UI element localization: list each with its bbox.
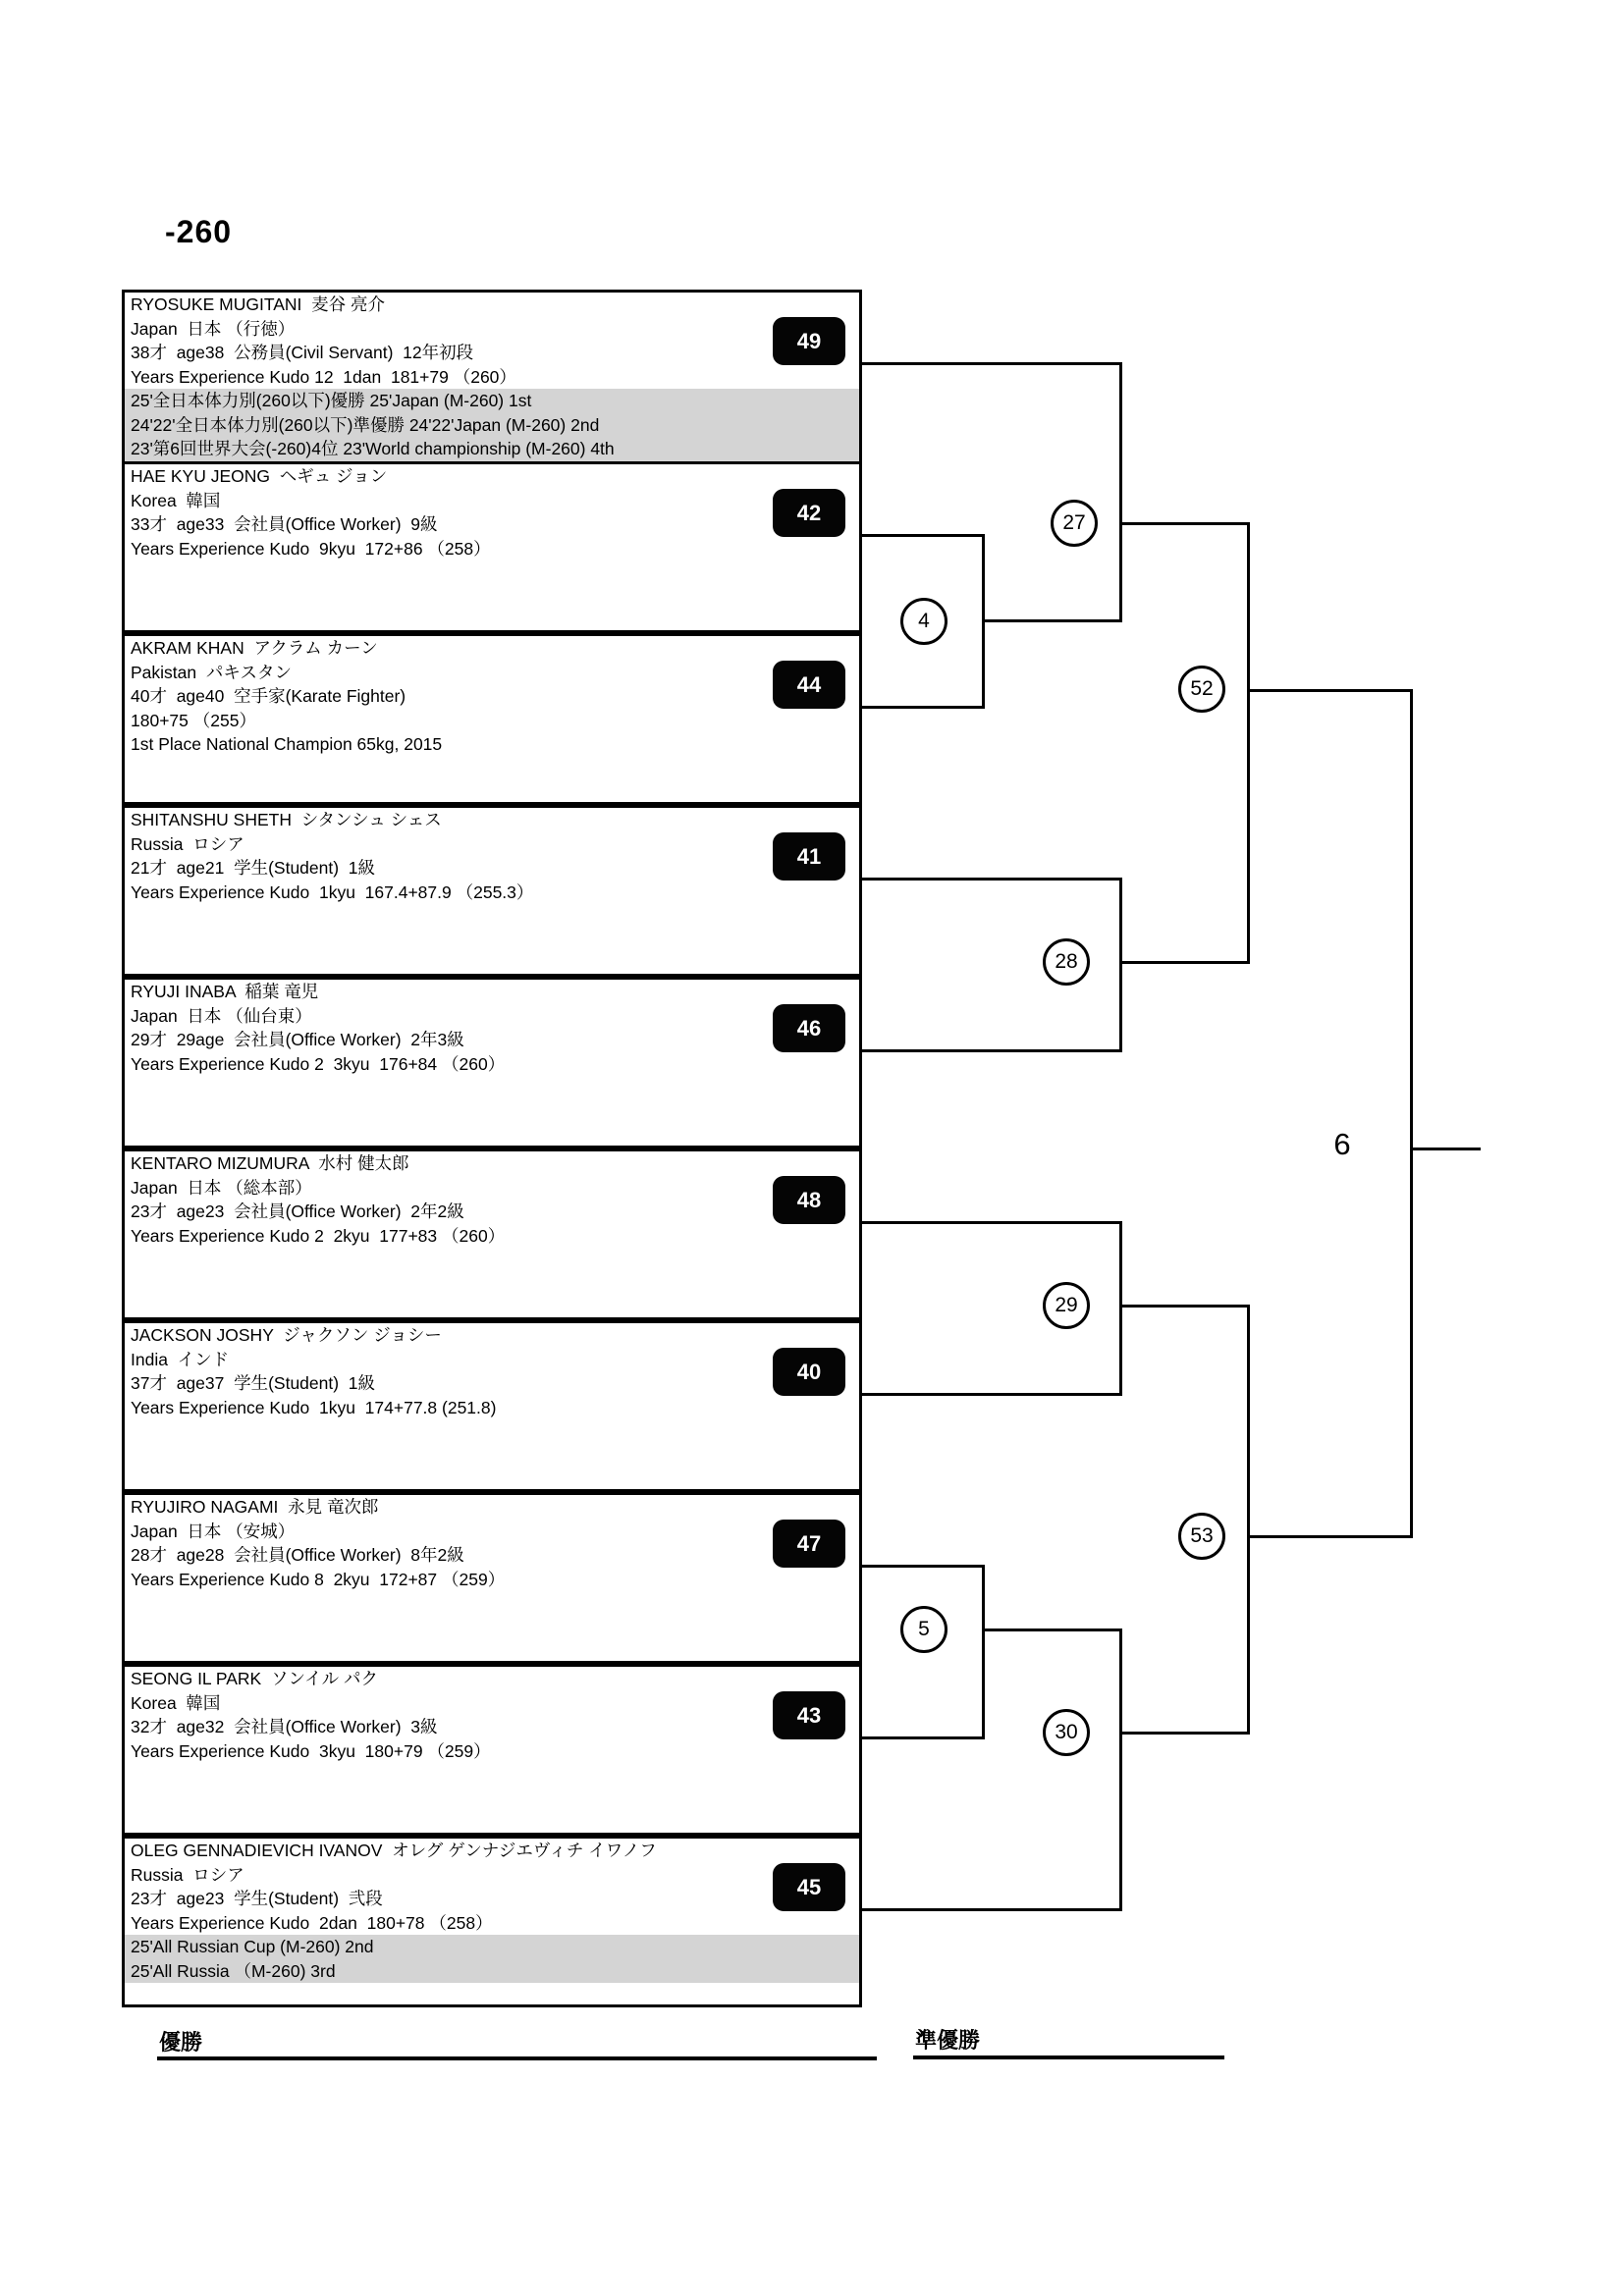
competitor-experience: Years Experience Kudo 2 3kyu 176+84 （260） [131, 1053, 506, 1074]
bracket-line-match28-out [1119, 961, 1247, 964]
competitor-profile: 21才 age21 学生(Student) 1級 [131, 858, 376, 878]
match-number-badge: 40 [773, 1348, 845, 1396]
competitor-achievement: 25'All Russian Cup (M-260) 2nd [125, 1935, 859, 1959]
match-number-badge: 48 [773, 1176, 845, 1224]
bracket-line-entry-6 [862, 1221, 1119, 1224]
bracket-line-match29-out [1119, 1305, 1247, 1308]
competitor-profile: 33才 age33 会社員(Office Worker) 9級 [131, 514, 438, 534]
match-circle-52: 52 [1178, 666, 1225, 713]
competitor-country: Pakistan パキスタン [131, 662, 292, 682]
competitor-box-sheth [122, 805, 862, 977]
champion-line [157, 2056, 877, 2060]
bracket-line-match30-vertical [1119, 1629, 1122, 1911]
match-circle-53: 53 [1178, 1513, 1225, 1560]
bracket-line-entry-8 [862, 1565, 982, 1568]
competitor-country: Korea 韓国 [131, 490, 221, 510]
match-circle-27: 27 [1051, 500, 1098, 547]
bracket-line-final-vertical [1410, 689, 1413, 1538]
competitor-achievement: 25'全日本体力別(260以下)優勝 25'Japan (M-260) 1st [125, 389, 859, 413]
competitor-country: Japan 日本 （総本部） [131, 1177, 312, 1198]
competitor-box-nagami [122, 1492, 862, 1664]
bracket-line-entry-3 [862, 706, 982, 709]
bracket-line-entry-4 [862, 878, 1119, 881]
competitor-box-park [122, 1664, 862, 1836]
match-number-badge: 44 [773, 661, 845, 709]
competitor-experience: Years Experience Kudo 1kyu 174+77.8 (251.8) [131, 1397, 497, 1417]
bracket-line-entry-2 [862, 534, 982, 537]
competitor-country: India インド [131, 1349, 230, 1369]
competitor-country: Russia ロシア [131, 1864, 244, 1885]
match-number-badge: 45 [773, 1863, 845, 1911]
competitor-box-ivanov [122, 1836, 862, 2007]
match-number-badge: 47 [773, 1520, 845, 1568]
weight-class-title: -260 [165, 214, 233, 249]
bracket-line-match30-out [1119, 1732, 1247, 1735]
bracket-line-entry-9 [862, 1736, 982, 1739]
competitor-achievement: 23'第6回世界大会(-260)4位 23'World championship (M-260) 4th [125, 437, 859, 461]
bracket-line-entry-7 [862, 1393, 1119, 1396]
competitor-box-jeong [122, 461, 862, 633]
bracket-line-entry-1 [862, 362, 1119, 365]
competitor-name: KENTARO MIZUMURA 水村 健太郎 [131, 1153, 409, 1173]
competitor-country: Korea 韓国 [131, 1692, 221, 1713]
bracket-line-match29-vertical [1119, 1221, 1122, 1396]
competitor-experience: Years Experience Kudo 8 2kyu 172+87 （259） [131, 1569, 506, 1589]
bracket-line-match52-vertical [1247, 522, 1250, 964]
bracket-line-match4-out [982, 619, 1119, 622]
match-circle-30: 30 [1043, 1709, 1090, 1756]
competitor-country: Japan 日本 （安城） [131, 1521, 296, 1541]
competitor-country: Russia ロシア [131, 833, 244, 854]
runner-up-label: 準優勝 [915, 2028, 981, 2053]
competitor-name: SHITANSHU SHETH シタンシュ シェス [131, 810, 442, 829]
match-number-badge: 49 [773, 317, 845, 365]
competitor-box-khan [122, 633, 862, 805]
bracket-line-match5-out [982, 1629, 1119, 1631]
match-circle-5: 5 [900, 1606, 947, 1653]
competitor-profile: 37才 age37 学生(Student) 1級 [131, 1373, 376, 1393]
competitor-country: Japan 日本 （仙台東） [131, 1005, 312, 1026]
competitor-experience: Years Experience Kudo 9kyu 172+86 （258） [131, 538, 491, 559]
competitor-profile: 32才 age32 会社員(Office Worker) 3級 [131, 1717, 438, 1736]
bracket-line-entry-10 [862, 1908, 1119, 1911]
competitor-profile: 38才 age38 公務員(Civil Servant) 12年初段 [131, 343, 474, 362]
competitor-box-inaba [122, 977, 862, 1148]
competitor-experience: Years Experience Kudo 3kyu 180+79 （259） [131, 1740, 491, 1761]
runner-up-line [913, 2056, 1224, 2059]
competitor-name: RYUJI INABA 稲葉 竜児 [131, 982, 319, 1001]
competitor-experience: 180+75 （255） [131, 710, 256, 730]
match-circle-29: 29 [1043, 1282, 1090, 1329]
competitor-name: HAE KYU JEONG ヘギュ ジョン [131, 466, 388, 486]
competitor-profile: 40才 age40 空手家(Karate Fighter) [131, 686, 406, 706]
competitor-experience: Years Experience Kudo 2dan 180+78 （258） [131, 1912, 493, 1933]
competitor-name: SEONG IL PARK ソンイル パク [131, 1669, 378, 1688]
competitor-country: Japan 日本 （行徳） [131, 318, 296, 339]
competitor-profile: 29才 29age 会社員(Office Worker) 2年3級 [131, 1030, 464, 1049]
bracket-line-match53-out [1247, 1535, 1410, 1538]
final-match-number: 6 [1333, 1127, 1351, 1161]
competitor-name: RYUJIRO NAGAMI 永見 竜次郎 [131, 1497, 379, 1517]
match-number-badge: 41 [773, 832, 845, 881]
match-number-badge: 46 [773, 1004, 845, 1052]
bracket-line-match52-out [1247, 689, 1410, 692]
competitor-name: AKRAM KHAN アクラム カーン [131, 638, 378, 658]
bracket-line-final-out [1410, 1148, 1481, 1150]
bracket-line-match27-out [1119, 522, 1247, 525]
competitor-experience: Years Experience Kudo 12 1dan 181+79 （260） [131, 366, 516, 387]
competitor-profile: 23才 age23 会社員(Office Worker) 2年2級 [131, 1201, 464, 1221]
competitor-experience: Years Experience Kudo 2 2kyu 177+83 （260） [131, 1225, 506, 1246]
bracket-line-match53-vertical [1247, 1305, 1250, 1735]
competitor-profile: 28才 age28 会社員(Office Worker) 8年2級 [131, 1545, 464, 1565]
competitor-box-mizumura [122, 1148, 862, 1320]
bracket-line-entry-5 [862, 1049, 1119, 1052]
competitor-box-mugitani [122, 290, 862, 461]
competitor-name: RYOSUKE MUGITANI 麦谷 亮介 [131, 294, 385, 314]
competitor-achievement: 1st Place National Champion 65kg, 2015 [131, 734, 443, 754]
match-number-badge: 42 [773, 489, 845, 537]
competitor-profile: 23才 age23 学生(Student) 弐段 [131, 1889, 383, 1908]
competitor-achievement: 25'All Russia （M-260) 3rd [125, 1959, 859, 1984]
competitor-experience: Years Experience Kudo 1kyu 167.4+87.9 （255.3） [131, 881, 534, 902]
champion-label: 優勝 [159, 2030, 203, 2055]
match-circle-28: 28 [1043, 938, 1090, 986]
competitor-name: JACKSON JOSHY ジャクソン ジョシー [131, 1325, 442, 1345]
competitor-achievement: 24'22'全日本体力別(260以下)準優勝 24'22'Japan (M-260) 2nd [125, 413, 859, 438]
competitor-name: OLEG GENNADIEVICH IVANOV オレグ ゲンナジエヴィチ イワノフ [131, 1841, 657, 1860]
match-number-badge: 43 [773, 1691, 845, 1739]
match-circle-4: 4 [900, 598, 947, 645]
bracket-line-match5-vertical [982, 1565, 985, 1739]
competitor-box-joshy [122, 1320, 862, 1492]
bracket-line-match27-vertical [1119, 362, 1122, 622]
bracket-line-match28-vertical [1119, 878, 1122, 1052]
